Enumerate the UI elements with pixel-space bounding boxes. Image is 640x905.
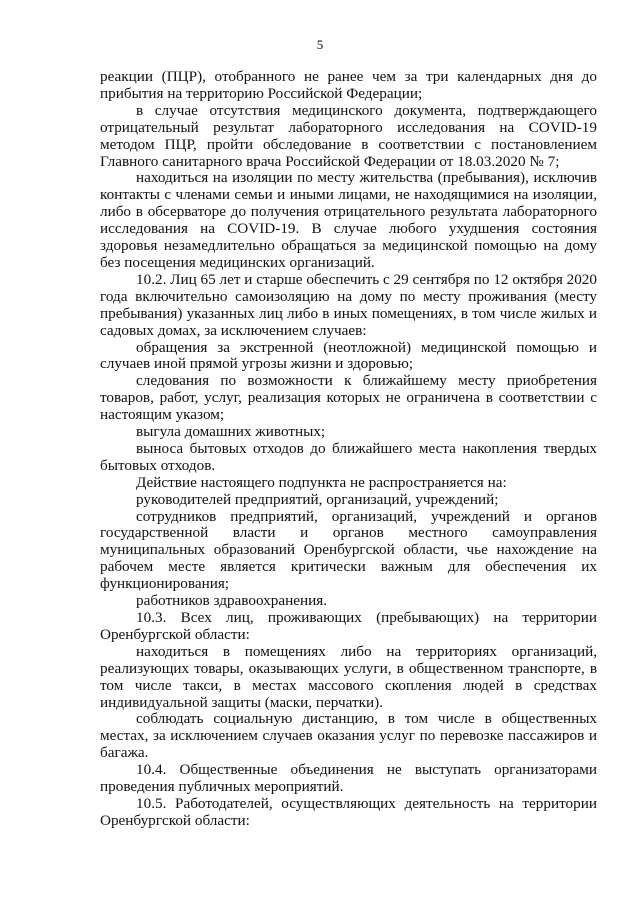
paragraph-pet-walking: выгула домашних животных; bbox=[136, 423, 326, 441]
paragraph-10-3: 10.3. Всех лиц, проживающих (пребывающих) на территории Оренбургской области: bbox=[100, 609, 597, 643]
paragraph-waste-disposal: выноса бытовых отходов до ближайшего места накопления твердых бытовых отходов. bbox=[100, 439, 597, 474]
paragraph-health-workers: работников здравоохранения. bbox=[136, 592, 328, 610]
paragraph-protective-equipment: находиться в помещениях либо на территориях организаций, реализующих товары, оказывающих услуги, в общественном транспорте, в том числе такси, в местах массового скопления людей в средствах индивидуальной защиты (маски, перчатки). bbox=[100, 642, 597, 711]
paragraph-10-5: 10.5. Работодателей, осуществляющих деятельность на территории Оренбургской области: bbox=[100, 794, 597, 829]
paragraph-social-distance: соблюдать социальную дистанцию, в том числе в общественных местах, за исключением случаев оказания услуг по перевозке пассажиров и багажа. bbox=[100, 710, 597, 762]
paragraph-10-4: 10.4. Общественные объединения не выступать организаторами проведения публичных мероприятий. bbox=[100, 761, 597, 796]
paragraph-10-2: 10.2. Лиц 65 лет и старше обеспечить с 29 сентября по 12 октября 2020 года включительно самоизоляцию на дому по месту проживания (месту пребывания) указанных лиц либо в иных помещениях, в том числе жилых и садовых домах, за исключением случаев: bbox=[100, 270, 597, 339]
page-number: 5 bbox=[316, 37, 324, 52]
paragraph-emergency-care: обращения за экстренной (неотложной) медицинской помощью и случаев иной прямой угрозы жизни и здоровью; bbox=[100, 338, 597, 373]
paragraph-exemption-intro: Действие настоящего подпункта не распространяется на: bbox=[136, 473, 507, 491]
paragraph-nearest-store: следования по возможности к ближайшему месту приобретения товаров, работ, услуг, реализация которых не ограничена в соответствии с настоящим указом; bbox=[100, 372, 597, 424]
paragraph-managers: руководителей предприятий, организаций, учреждений; bbox=[136, 490, 499, 508]
paragraph-isolation: находиться на изоляции по месту жительства (пребывания), исключив контакты с членами семьи и иными лицами, не находящимися на изоляции, либо в обсерваторе до получения отрицательного результата лабораторного исследования на COVID-19. В случае любого ухудшения состояния здоровья незамедлительно обращаться за медицинской помощью на дому без посещения медицинских организаций. bbox=[100, 169, 597, 271]
document-body bbox=[100, 69, 597, 830]
paragraph-critical-employees: сотрудников предприятий, организаций, учреждений и органов государственной власти и органов местного самоуправления муниципальных образований Оренбургской области, чье нахождение на рабочем месте является критически важным для обеспечения их функционирования; bbox=[100, 507, 597, 593]
paragraph-pcr-continuation: реакции (ПЦР), отобранного не ранее чем за три календарных дня до прибытия на территорию Российской Федерации; bbox=[100, 68, 597, 102]
paragraph-no-medical-document: в случае отсутствия медицинского документа, подтверждающего отрицательный результат лабораторного исследования на COVID-19 методом ПЦР, пройти обследование в соответствии с постановлением Главного санитарного врача Российской Федерации от 18.03.2020 № 7; bbox=[100, 101, 597, 170]
